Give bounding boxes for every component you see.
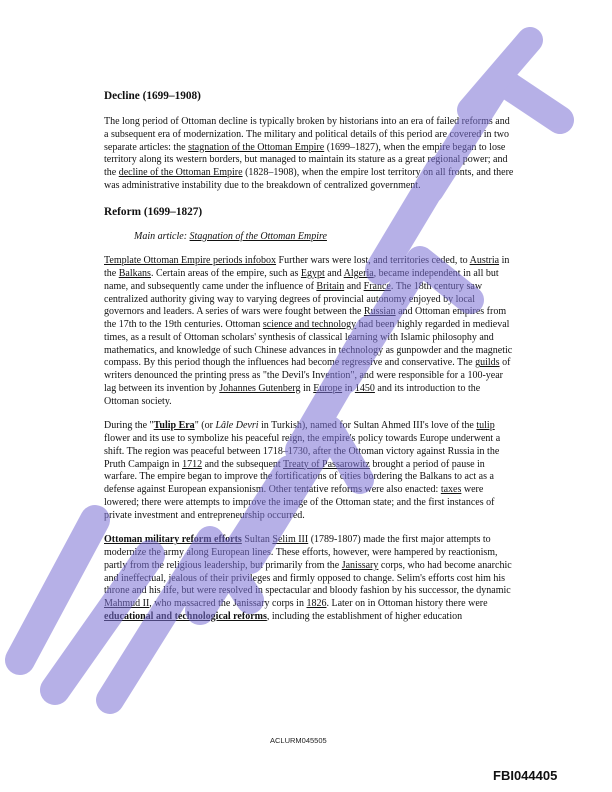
lale-devri-term: Lâle Devri bbox=[215, 420, 259, 432]
link-janissary[interactable]: Janissary bbox=[341, 559, 379, 571]
link-selim-iii[interactable]: Selim III bbox=[272, 534, 309, 546]
link-austria[interactable]: Austria bbox=[469, 255, 500, 267]
paragraph-reform-2: During the "Tulip Era" (or Lâle Devri in Turkish), named for Sultan Ahmed III's love of the tulip flower and its use to symbolize his peaceful reign, the empire's policy towards Europe underwent a shift. The region was peaceful between 1718–1730, after the Ottoman victory against Russia in the Pruth Campaign in 1712 and the subsequent Treaty of Passarowitz brought a period of pause in warfare. The empire began to improve the fortifications of cities bordering the Balkans to act as a defense against European expansionism. Other tentative reforms were also enacted: taxes were lowered; there were attempts to improve the image of the Ottoman state; and the first instances of private investment and entrepreneurship occurred. bbox=[104, 420, 501, 521]
decline-paragraph: The long period of Ottoman decline is typically broken by historians into an era of failed reforms and a subsequent era of modernization. The military and political details of this period are covered in two separate articles: the stagnation of the Ottoman Empire (1699–1827), when the empire began to lose territory along its western borders, but managed to maintain its stature as a great regional power; and the decline of the Ottoman Empire (1828–1908), when the empire lost territory on all fronts, and there was administrative instability due to the breakdown of centralized government. bbox=[104, 116, 514, 191]
heading-decline: Decline (1699–1908) bbox=[104, 90, 201, 102]
link-europe[interactable]: Europe bbox=[313, 382, 343, 394]
link-egypt[interactable]: Egypt bbox=[300, 268, 325, 279]
link-tulip[interactable]: tulip bbox=[476, 420, 495, 432]
bates-number: FBI044405 bbox=[493, 768, 558, 783]
link-template-infobox[interactable]: Template Ottoman Empire periods infobox bbox=[104, 255, 277, 267]
paragraph-reform-3: Ottoman military reform efforts Sultan Selim III (1789-1807) made the first major attempts to modernize the army along European lines. These efforts, however, were hampered by reactionism, partly from the religious leadership, but primarily from the Janissary corps, who had become anarchic and ineffectual, jealous of their privileges and firmly opposed to change. Selim's efforts cost him his throne and his life, but were resolved in spectacular and bloody fashion by his successor, the dynamic Mahmud II, who massacred the Janissary corps in 1826. Later on in Ottoman history there were educational and technological reforms, including the establishment of higher education bbox=[104, 534, 512, 622]
link-algeria[interactable]: Algeria bbox=[343, 268, 374, 279]
link-france[interactable]: France bbox=[363, 280, 391, 292]
link-military-reform-efforts[interactable]: Ottoman military reform efforts bbox=[104, 534, 242, 546]
paragraph-reform-1: Template Ottoman Empire periods infobox Further wars were lost, and territories ceded, to Austria in the Balkans. Certain areas of the empire, such as Egypt and Algeria, became independent in all but name, and subsequently came under the influence of Britain and France. The 18th century saw centralized authority giving way to varying degrees of provincial autonomy enjoyed by local governors and leaders. A series of wars were fought between the Russian and Ottoman empires from the 17th to the 19th centuries. Ottoman science and technology had been highly regarded in medieval times, as a result of Ottoman scholars' synthesis of classical learning with Islamic philosophy and mathematics, and knowledge of such Chinese advances in technology as gunpowder and the magnetic compass. By this period though the influences had become regressive and conservative. The guilds of writers denounced the printing press as "the Devil's Invention", and were responsible for a 100-year lag between its invention by Johannes Gutenberg in Europe in 1450 and its introduction to the Ottoman society. bbox=[104, 255, 513, 407]
link-johannes-gutenberg[interactable]: Johannes Gutenberg bbox=[219, 382, 301, 394]
watermark-stroke-1 bbox=[20, 520, 95, 660]
link-educational-technological-reforms[interactable]: educational and technological reforms bbox=[104, 610, 267, 622]
link-1712[interactable]: 1712 bbox=[182, 458, 203, 470]
link-russian[interactable]: Russian bbox=[363, 306, 396, 318]
link-tulip-era[interactable]: Tulip Era bbox=[153, 420, 195, 432]
link-1826[interactable]: 1826 bbox=[306, 598, 327, 609]
link-guilds[interactable]: guilds bbox=[475, 357, 500, 369]
heading-reform: Reform (1699–1827) bbox=[104, 205, 203, 218]
link-balkans[interactable]: Balkans bbox=[118, 268, 151, 279]
link-1450[interactable]: 1450 bbox=[354, 382, 375, 394]
link-treaty-passarowitz[interactable]: Treaty of Passarowitz bbox=[282, 458, 370, 470]
link-stagnation-ottoman-empire[interactable]: stagnation of the Ottoman Empire bbox=[188, 141, 325, 153]
link-britain[interactable]: Britain bbox=[316, 280, 345, 292]
link-mahmud-ii[interactable]: Mahmud II bbox=[104, 598, 150, 609]
link-science-technology[interactable]: science and technology bbox=[262, 319, 357, 330]
footer-document-code: ACLURM045505 bbox=[270, 736, 327, 745]
link-main-article[interactable]: Stagnation of the Ottoman Empire bbox=[189, 230, 327, 242]
link-decline-ottoman-empire[interactable]: decline of the Ottoman Empire bbox=[118, 167, 243, 178]
article-body bbox=[104, 90, 516, 624]
link-taxes[interactable]: taxes bbox=[440, 484, 462, 495]
main-article-note: Main article: Stagnation of the Ottoman Empire bbox=[134, 230, 327, 242]
